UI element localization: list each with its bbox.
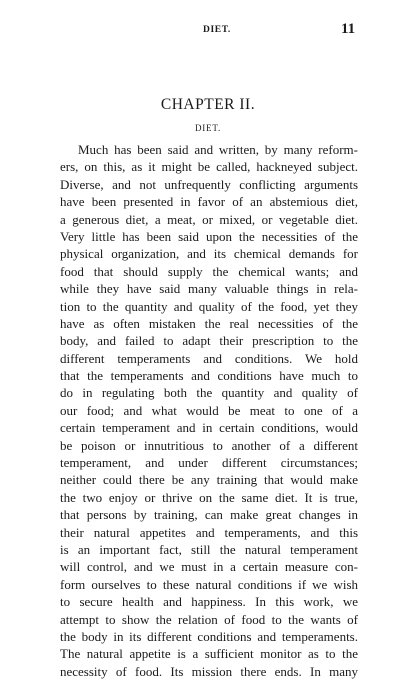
text-line: attempt to show the relation of food to the wants of [60,611,358,627]
text-line: The natural appetite is a sufficient monitor as to the [60,646,358,662]
text-line: the body in its different conditions and temperaments. [60,628,358,644]
text-line: do in regulating both the quantity and quality of [60,385,358,401]
text-line: tion to the quantity and quality of the food, yet they [60,298,358,314]
text-line: different temperaments and conditions. We hold [60,350,358,366]
text-line: body, and failed to adapt their prescription to the [60,333,358,349]
text-line: be poison or innutritious to another of a different [60,437,358,453]
body-paragraph [60,141,358,680]
text-line: will control, and we must in a certain measure con- [60,559,358,575]
page-number: 11 [341,21,356,37]
chapter-title: CHAPTER II. [160,96,256,113]
text-line: physical organization, and its chemical demands for [60,246,358,262]
text-line: necessity of food. Its mission there ends. In many [60,663,358,679]
text-line: ers, on this, as it might be called, hackneyed subject. [60,159,358,175]
text-line: the two enjoy or thrive on the same diet. It is true, [60,489,358,505]
text-line: food that should supply the chemical wants; and [60,263,358,279]
section-title: DIET. [194,123,222,133]
text-line: is an important fact, still the natural temperament [60,541,358,557]
text-line: to secure health and happiness. In this work, we [60,594,358,610]
text-line: neither could there be any training that would make [60,472,358,488]
text-line: Very little has been said upon the necessities of the [60,228,358,244]
text-line: certain temperament and in certain conditions, would [60,420,358,436]
text-line: a generous diet, a meat, or mixed, or vegetable diet. [60,211,358,227]
text-line: form ourselves to these natural conditions if we wish [60,576,358,592]
running-head: DIET. [203,25,231,35]
text-line: that persons by training, can make great changes in [60,507,358,523]
text-line: that the temperaments and conditions have much to [60,368,358,384]
text-line: while they have said many valuable things in rela- [60,281,358,297]
text-line: our food; and what would be meat to one of a [60,402,358,418]
text-line: have as often mistaken the real necessities of the [60,315,358,331]
text-line: Diverse, and not unfrequently conflicting arguments [60,176,358,192]
text-line: Much has been said and written, by many reform- [78,142,358,157]
text-line: their natural appetites and temperaments, and this [60,524,358,540]
text-line: temperament, and under different circumstances; [60,455,358,471]
text-line: have been presented in favor of an abstemious diet, [60,194,358,210]
